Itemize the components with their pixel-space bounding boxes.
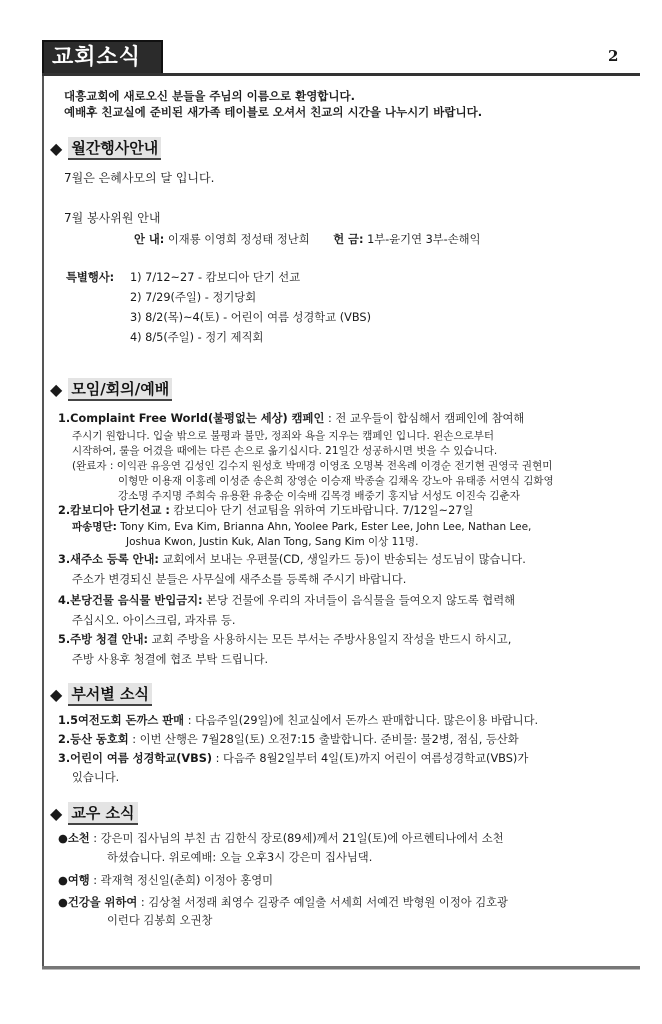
page-number: 2 (608, 47, 619, 65)
item-text: 주소가 변경되신 분들은 사무실에 새주소를 등록해 주시기 바랍니다. (72, 573, 407, 586)
section-title: 모임/회의/예배 (68, 378, 172, 401)
diamond-icon: ◆ (50, 139, 63, 158)
section-heading-meetings (50, 378, 172, 401)
event-item: 4) 8/5(주일) - 정기 제직회 (130, 331, 264, 344)
item-text: : 전 교우들이 합심해서 캠페인에 참여해 (324, 412, 525, 425)
header-rule (42, 73, 640, 76)
frame-left-border (42, 76, 44, 968)
item-text: 있습니다. (72, 771, 120, 784)
frame-bottom-shadow (42, 969, 640, 970)
item-text: : 김상철 서정래 최영수 길광주 예일출 서세희 서예건 박형원 이정아 김호광 (137, 896, 508, 909)
banner-title: 교회소식 (52, 45, 142, 70)
special-events-label: 특별행사: (66, 271, 115, 284)
monthly-theme: 7월은 은혜사모의 달 입니다. (64, 171, 215, 185)
section-title: 교우 소식 (68, 802, 137, 825)
dispatch-names: Tony Kim, Eva Kim, Brianna Ahn, Yoolee Park, Ester Lee, John Lee, Nathan Lee, (116, 521, 532, 533)
item-text: : 강은미 집사님의 부친 古 김한식 장로(89세)께서 21일(토)에 아르헨티나에서 소천 (89, 832, 504, 845)
usher-names: 이재룡 이영희 정성태 정난희 (167, 233, 310, 246)
diamond-icon: ◆ (50, 685, 63, 704)
item-text: : 곽재혁 정신일(춘희) 이정아 홍영미 (89, 874, 274, 887)
meeting-item-campaign (58, 411, 524, 427)
department-item (58, 732, 519, 748)
item-title: 3.새주소 등록 안내: (58, 553, 159, 566)
member-news-condolence (58, 831, 504, 847)
item-title: 1.5여전도회 돈까스 판매 (58, 714, 185, 727)
member-news-health (58, 895, 508, 911)
meeting-item-address (58, 552, 526, 568)
section-heading-members (50, 802, 138, 825)
item-text: 캄보디아 단기 선교팀을 위하여 기도바랍니다. 7/12일~27일 (169, 504, 474, 517)
usher-label: 안 내: (134, 233, 165, 246)
meeting-item-kitchen (58, 632, 511, 648)
item-text: : 다음주일(29일)에 친교실에서 돈까스 판매합니다. 많은이용 바랍니다. (184, 714, 539, 727)
completed-list: 강소명 주지명 주희숙 유용환 유충순 이숙배 김목경 배중기 홍지남 서성도 이진숙 김춘자 (118, 490, 520, 502)
diamond-icon: ◆ (50, 804, 63, 823)
department-item (58, 713, 538, 729)
meeting-item-food (58, 593, 515, 609)
item-label: ●소천 (58, 832, 90, 845)
item-text: 교회에서 보내는 우편물(CD, 생일카드 등)이 반송되는 성도님이 많습니다. (158, 553, 526, 566)
completed-list: (완료자 : 이익관 유응연 김성인 김수지 원성호 박매경 이영조 오명복 전옥례 이경순 전기현 권영국 권현미 (72, 460, 553, 472)
offering-label: 헌 금: (333, 233, 364, 246)
section-title: 부서별 소식 (68, 683, 152, 706)
volunteer-title: 7월 봉사위원 안내 (64, 211, 161, 225)
welcome-line: 대흥교회에 새로오신 분들을 주님의 이름으로 환영합니다. (64, 89, 356, 103)
item-label: ●여행 (58, 874, 90, 887)
dispatch-label: 파송명단: (72, 521, 117, 533)
item-text: 주시기 원합니다. 입술 밖으로 불평과 불만, 정죄와 욕을 지우는 캠페인 입니다. 왼손으로부터 (72, 430, 495, 442)
event-item: 2) 7/29(주일) - 정기당회 (130, 291, 257, 304)
item-text: 교회 주방을 사용하시는 모든 부서는 주방사용일지 작성을 반드시 하시고, (148, 633, 512, 646)
item-text: 시작하여, 룰을 어겼을 때에는 다른 손으로 옮기십시다. 21일간 성공하시면 벗을 수 있습니다. (72, 445, 498, 457)
item-text: 주십시오. 아이스크림, 과자류 등. (72, 614, 236, 627)
section-title: 월간행사안내 (68, 137, 161, 160)
item-title: 1.Complaint Free World(불평없는 세상) 캠페인 (58, 412, 325, 425)
department-item (58, 751, 528, 767)
event-item: 3) 8/2(목)~4(토) - 어린이 여름 성경학교 (VBS) (130, 311, 371, 324)
welcome-message (64, 88, 482, 120)
section-heading-monthly (50, 137, 161, 160)
item-title: 2.캄보디아 단기선교 : (58, 504, 170, 517)
item-title: 4.본당건물 음식물 반입금지: (58, 594, 203, 607)
meeting-item-mission (58, 503, 473, 519)
item-title: 5.주방 청결 안내: (58, 633, 149, 646)
item-title: 3.어린이 여름 성경학교(VBS) (58, 752, 213, 765)
item-title: 2.등산 동호회 (58, 733, 129, 746)
completed-list: 이형만 이용재 이홍례 이성준 송은희 장영순 이승재 박종술 김채옥 강노아 유태종 서연식 김화영 (118, 475, 554, 487)
item-text: 본당 건물에 우리의 자녀들이 음식물을 들여오지 않도록 협력해 (202, 594, 516, 607)
item-text: 하셨습니다. 위로예배: 오늘 오후3시 강은미 집사님댁. (107, 851, 373, 864)
item-text: 주방 사용후 청결에 협조 부탁 드립니다. (72, 653, 269, 666)
item-label: ●건강을 위하여 (58, 896, 138, 909)
dispatch-list (72, 519, 531, 535)
item-text: : 다음주 8월2일부터 4일(토)까지 어린이 여름성경학교(VBS)가 (212, 752, 529, 765)
dispatch-names: Joshua Kwon, Justin Kuk, Alan Tong, Sang Kim 이상 11명. (126, 536, 419, 548)
item-text: : 이번 산행은 7월28일(토) 오전7:15 출발합니다. 준비물: 물2병, 점심, 등산화 (128, 733, 519, 746)
section-heading-departments (50, 683, 152, 706)
offering-names: 1부-윤기연 3부-손해익 (367, 233, 481, 246)
item-text: 이런다 김봉희 오권창 (107, 914, 213, 927)
welcome-line: 예배후 친교실에 준비된 새가족 테이블로 오셔서 친교의 시간을 나누시기 바랍니다. (64, 105, 483, 119)
volunteer-row (134, 232, 481, 248)
member-news-travel (58, 873, 273, 889)
section-banner (42, 40, 163, 76)
diamond-icon: ◆ (50, 380, 63, 399)
event-item: 1) 7/12~27 - 캄보디아 단기 선교 (130, 271, 301, 284)
